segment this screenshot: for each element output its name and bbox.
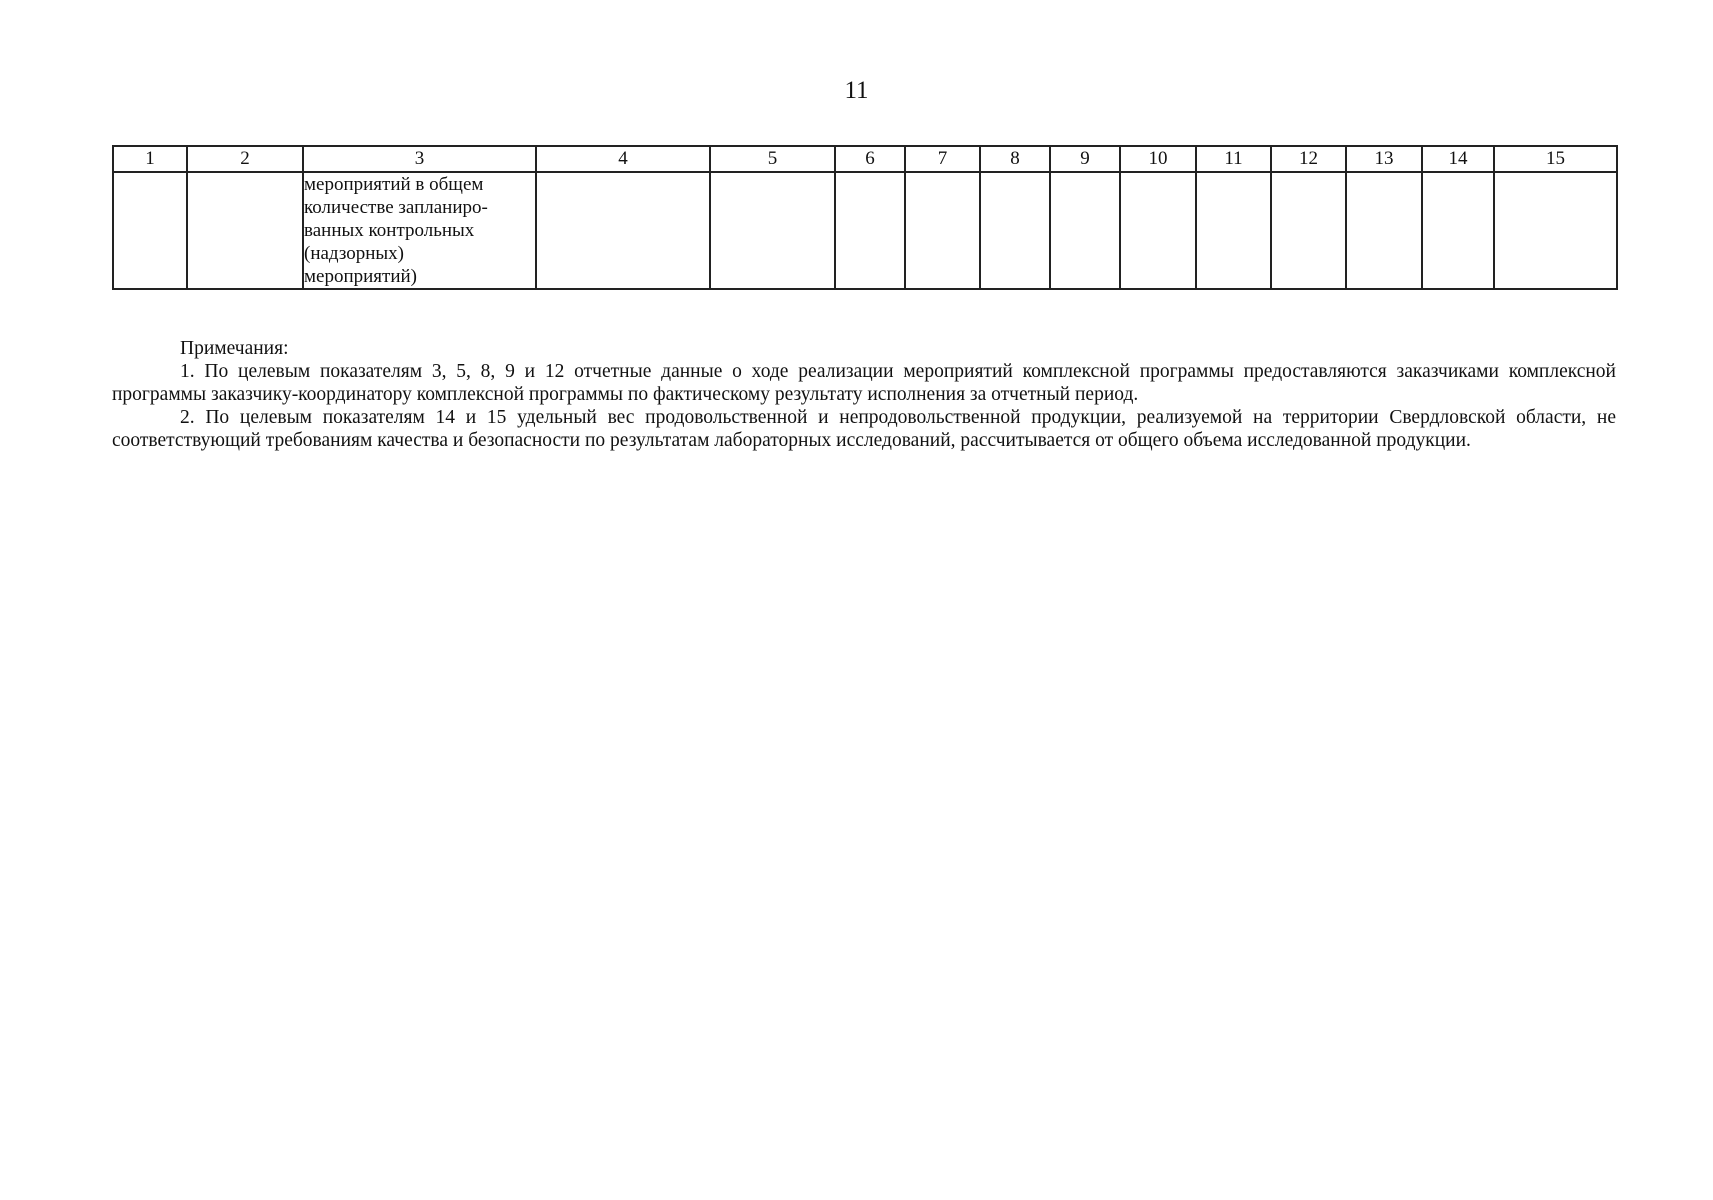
column-header-15: 15: [1494, 146, 1617, 172]
column-header-8: 8: [980, 146, 1050, 172]
column-header-6: 6: [835, 146, 905, 172]
column-header-1: 1: [113, 146, 187, 172]
column-header-13: 13: [1346, 146, 1422, 172]
table-header-row: [113, 146, 1617, 172]
table-cell-8: [980, 172, 1050, 289]
table-cell-2: [187, 172, 303, 289]
notes-title: Примечания:: [180, 338, 289, 359]
column-header-10: 10: [1120, 146, 1196, 172]
column-header-11: 11: [1196, 146, 1271, 172]
cell-text-line: (надзорных): [304, 243, 404, 264]
table-cell-4: [536, 172, 710, 289]
column-header-3: 3: [303, 146, 536, 172]
table-cell-12: [1271, 172, 1346, 289]
data-table-container: [112, 145, 1616, 290]
table-cell-14: [1422, 172, 1494, 289]
data-table: [112, 145, 1618, 290]
column-header-2: 2: [187, 146, 303, 172]
table-cell-1: [113, 172, 187, 289]
column-header-4: 4: [536, 146, 710, 172]
column-header-12: 12: [1271, 146, 1346, 172]
table-cell-13: [1346, 172, 1422, 289]
table-cell-7: [905, 172, 980, 289]
column-header-5: 5: [710, 146, 835, 172]
table-cell-15: [1494, 172, 1617, 289]
cell-text-line: ванных контрольных: [304, 220, 475, 241]
table-cell-3: [303, 172, 536, 289]
table-cell-10: [1120, 172, 1196, 289]
note-item-1: 1. По целевым показателям 3, 5, 8, 9 и 12 отчетные данные о ходе реализации мероприятий комплексной программы предоставляются заказчиками комплексной программы заказчику-координатору комплексной программы по фактическому результату исполнения за отчетный период.: [112, 361, 1616, 405]
table-row: [113, 172, 1617, 289]
cell-text-line: мероприятий в общем: [304, 174, 484, 195]
table-cell-9: [1050, 172, 1120, 289]
page-number: 11: [844, 77, 869, 104]
note-item-2: 2. По целевым показателям 14 и 15 удельный вес продовольственной и непродовольственной продукции, реализуемой на территории Свердловской области, не соответствующий требованиям качества и безопасности по результатам лабораторных исследований, рассчитывается от общего объема исследованной продукции.: [112, 407, 1616, 451]
column-header-14: 14: [1422, 146, 1494, 172]
table-cell-6: [835, 172, 905, 289]
table-cell-5: [710, 172, 835, 289]
cell-text-line: количестве запланиро-: [304, 197, 488, 218]
cell-text-line: мероприятий): [304, 266, 417, 287]
table-cell-11: [1196, 172, 1271, 289]
column-header-7: 7: [905, 146, 980, 172]
notes-section: [112, 337, 1616, 452]
column-header-9: 9: [1050, 146, 1120, 172]
